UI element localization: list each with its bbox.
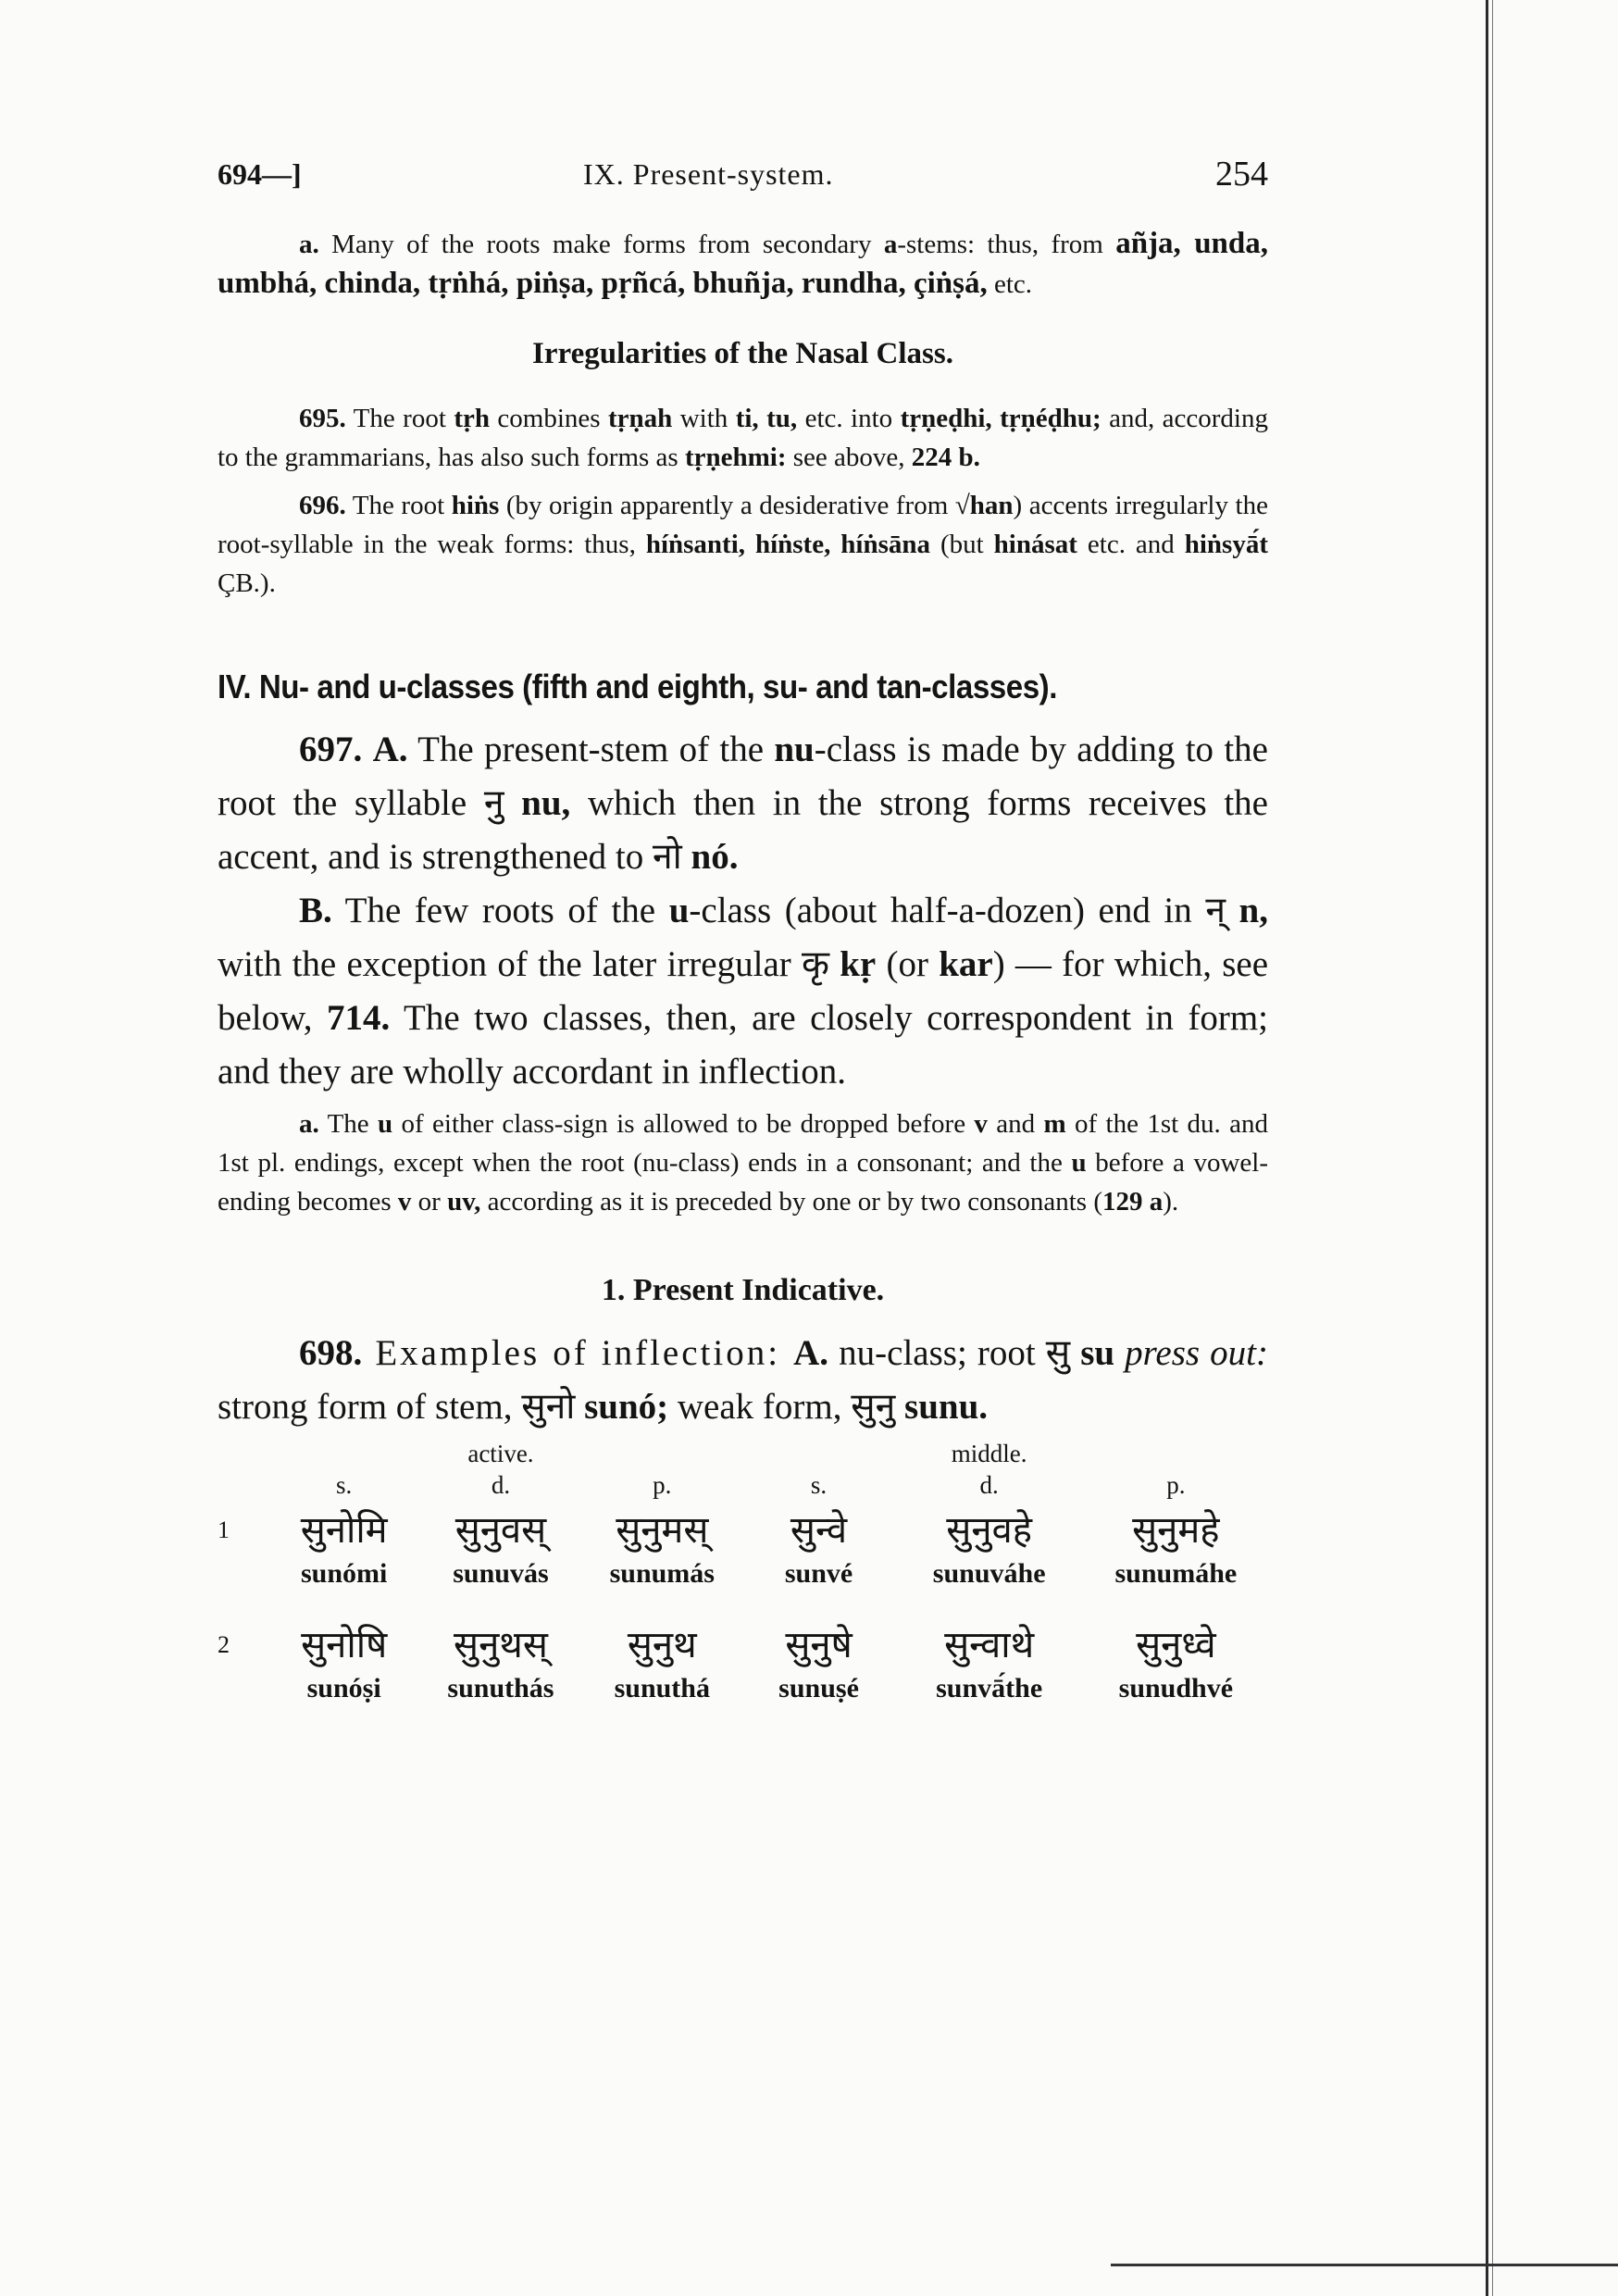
paragraph-697: [218, 723, 1268, 1099]
transliteration: sunudhvé: [1118, 1673, 1234, 1703]
bold-text: tṛṇeḍhi, tṛṇéḍhu;: [900, 404, 1101, 433]
header-chapter-title: IX. Present-system.: [583, 157, 834, 191]
text: ) accents irregularly the root-syllable in the weak forms: thus,: [218, 491, 1268, 559]
transliteration: sunuvás: [453, 1558, 549, 1589]
bold-text: nu,: [504, 783, 571, 823]
text: with: [672, 404, 736, 433]
text: nu-class; root: [828, 1333, 1046, 1373]
table-row: [218, 1617, 1268, 1673]
page-bottom-rule: [1111, 2264, 1618, 2266]
bold-text: ti, tu,: [735, 404, 798, 433]
text: which then in the strong forms receives the accent, and is strengthened to: [218, 783, 1268, 877]
text: (by origin apparently a desiderative from: [499, 491, 955, 520]
transliteration: sunvé: [784, 1558, 853, 1589]
bold-text: u: [378, 1109, 393, 1139]
bold-text: 224 b.: [911, 443, 980, 472]
para-number: 697.: [299, 730, 363, 769]
transliteration: sunumáhe: [1114, 1558, 1238, 1589]
column-header: d.: [491, 1471, 511, 1499]
text: ÇB.).: [218, 568, 276, 598]
devanagari-form: सुनुमस्: [616, 1509, 709, 1552]
bold-text: a: [883, 230, 898, 259]
text: The present-stem of the: [407, 730, 775, 769]
bold-text: híṅsanti, híṅste, híṅsāna: [645, 530, 931, 559]
para-number: 696.: [299, 491, 346, 520]
label: A.: [372, 730, 408, 769]
paragraph-694a: [218, 224, 1268, 304]
text: Many of the roots make forms from secondary: [331, 230, 884, 259]
devanagari-text: सुनो: [521, 1386, 576, 1428]
bold-text: nó.: [681, 837, 739, 877]
devanagari-text: नो: [653, 836, 682, 878]
transliteration: sunuthás: [447, 1673, 554, 1703]
bold-text: kṛ: [828, 944, 877, 984]
bold-text: A.: [793, 1333, 829, 1373]
text: combines: [489, 404, 608, 433]
header-section-ref: 694—]: [218, 157, 302, 191]
text: The root: [345, 491, 452, 520]
text: before a vowel-ending becomes: [218, 1148, 1268, 1217]
text: etc. into: [797, 404, 901, 433]
text: -class (about half-a-dozen) end in: [689, 891, 1206, 930]
bold-text: m: [1043, 1109, 1066, 1139]
devanagari-form: सुनुमहे: [1132, 1509, 1220, 1552]
devanagari-text: न्: [1205, 890, 1226, 931]
text: and: [987, 1109, 1044, 1139]
devanagari-text: सु: [1045, 1332, 1071, 1374]
devanagari-form: सुनुथ: [627, 1624, 697, 1666]
text: (or: [876, 944, 940, 984]
page-edge-rule: [1486, 0, 1488, 2296]
devanagari-form: सुनुषे: [785, 1624, 853, 1666]
page-number: 254: [1215, 155, 1268, 193]
heading-irregularities: Irregularities of the Nasal Class.: [532, 337, 953, 370]
table-row: [218, 1558, 1268, 1617]
devanagari-form: सुनुथस्: [454, 1624, 548, 1666]
devanagari-text: सुनु: [851, 1386, 896, 1428]
text: and, according to the grammarians, has also such forms as: [218, 404, 1268, 472]
bold-text: u: [1071, 1148, 1087, 1178]
transliteration: sunumás: [609, 1558, 715, 1589]
text: Examples of inflection:: [362, 1333, 794, 1373]
transliteration: sunuṣé: [778, 1673, 859, 1703]
bold-text: nu: [774, 730, 815, 769]
table-row: [218, 1503, 1268, 1558]
paragraph-695: [218, 399, 1268, 477]
para-number: 698.: [299, 1333, 363, 1373]
text: with the exception of the later irregular: [218, 944, 802, 984]
form-list: añja, unda, umbhá, chinda, tṛṅhá, piṅṣa, pṛñcá, bhuñja, rundha, çiṅṣá,: [218, 227, 1269, 300]
bold-text: su: [1070, 1333, 1115, 1373]
column-header: p.: [653, 1471, 672, 1499]
bold-text: sunu.: [895, 1387, 989, 1427]
paragraph-698: [218, 1327, 1268, 1434]
bold-text: uv,: [447, 1187, 481, 1217]
number-header-row: [218, 1471, 1268, 1503]
transliteration: sunómi: [300, 1558, 388, 1589]
heading-present-indicative: 1. Present Indicative.: [601, 1273, 885, 1307]
devanagari-form: सुनोषि: [301, 1624, 388, 1666]
text: The root: [345, 404, 454, 433]
italic-text: press out:: [1114, 1333, 1268, 1373]
text: see above,: [786, 443, 912, 472]
text: of either class-sign is allowed to be dropped before: [392, 1109, 975, 1139]
bold-text: n,: [1225, 891, 1268, 930]
bold-text: hiṅsyā́t: [1184, 530, 1268, 559]
text: (but: [930, 530, 994, 559]
bold-text: tṛṇehmi:: [684, 443, 787, 472]
text: The two classes, then, are closely correspondent in form; and they are wholly accordant in inflection.: [218, 998, 1268, 1092]
devanagari-form: सुन्वे: [790, 1509, 848, 1552]
bold-text: √han: [954, 491, 1014, 520]
bold-text: v: [974, 1109, 988, 1139]
text: The few roots of the: [331, 891, 669, 930]
bold-text: kar: [939, 944, 993, 984]
devanagari-form: सुन्वाथे: [944, 1624, 1035, 1666]
voice-middle-label: middle.: [951, 1440, 1027, 1467]
voice-active-label: active.: [467, 1440, 534, 1467]
devanagari-text: कृ: [802, 943, 829, 985]
devanagari-form: सुनुवस्: [454, 1509, 547, 1552]
text: The: [318, 1109, 379, 1139]
bold-text: sunó;: [575, 1387, 669, 1427]
text: strong form of stem,: [218, 1387, 522, 1427]
devanagari-form: सुनुध्वे: [1136, 1624, 1216, 1666]
person-number: 1: [218, 1516, 230, 1543]
label: a.: [299, 230, 319, 259]
column-header: s.: [810, 1471, 828, 1499]
bold-text: v: [397, 1187, 412, 1217]
text: etc.: [987, 269, 1033, 299]
page-content: [218, 148, 1268, 1732]
text: -stems: thus, from: [897, 230, 1116, 259]
column-header: p.: [1166, 1471, 1186, 1499]
running-header: [218, 148, 1268, 204]
text: etc. and: [1077, 530, 1185, 559]
text: ) — for which, see below,: [218, 944, 1269, 1038]
bold-text: 714.: [327, 998, 391, 1038]
text: of the 1st du. and 1st pl. endings, except when the root (nu-class) ends in a consonant; and the: [218, 1109, 1269, 1178]
text: ).: [1163, 1187, 1179, 1217]
transliteration: sunuváhe: [932, 1558, 1046, 1589]
devanagari-form: सुनुवहे: [946, 1509, 1033, 1552]
table-row: [218, 1673, 1268, 1732]
paragraph-697a: [218, 1104, 1268, 1221]
section-heading-iv: IV. Nu- and u-classes (fifth and eighth, su- and tan-classes).: [218, 668, 1057, 705]
transliteration: sunuthá: [614, 1673, 710, 1703]
devanagari-form: सुनोमि: [300, 1509, 388, 1552]
bold-text: tṛṇah: [607, 404, 673, 433]
label: B.: [299, 891, 332, 930]
text: according as it is preceded by one or by two consonants (: [480, 1187, 1102, 1217]
page-edge-rule-inner: [1492, 0, 1493, 2296]
bold-text: tṛh: [454, 404, 490, 433]
para-number: 695.: [299, 404, 346, 433]
bold-text: 129 a: [1102, 1187, 1164, 1217]
text: weak form,: [668, 1387, 852, 1427]
transliteration: sunvā́the: [936, 1673, 1043, 1703]
bold-text: hinásat: [993, 530, 1077, 559]
voice-header-row: [218, 1440, 1268, 1471]
column-header: d.: [979, 1471, 999, 1499]
text: -class is made by adding to the root the syllable: [218, 730, 1268, 823]
bold-text: u: [668, 891, 690, 930]
devanagari-text: नु: [483, 782, 504, 824]
paragraph-696: [218, 486, 1268, 603]
bold-text: hiṅs: [451, 491, 500, 520]
text: or: [411, 1187, 448, 1217]
paradigm-table: [218, 1440, 1268, 1732]
label: a.: [299, 1109, 319, 1139]
column-header: s.: [336, 1471, 353, 1499]
transliteration: sunóṣi: [306, 1673, 381, 1703]
person-number: 2: [218, 1631, 230, 1658]
